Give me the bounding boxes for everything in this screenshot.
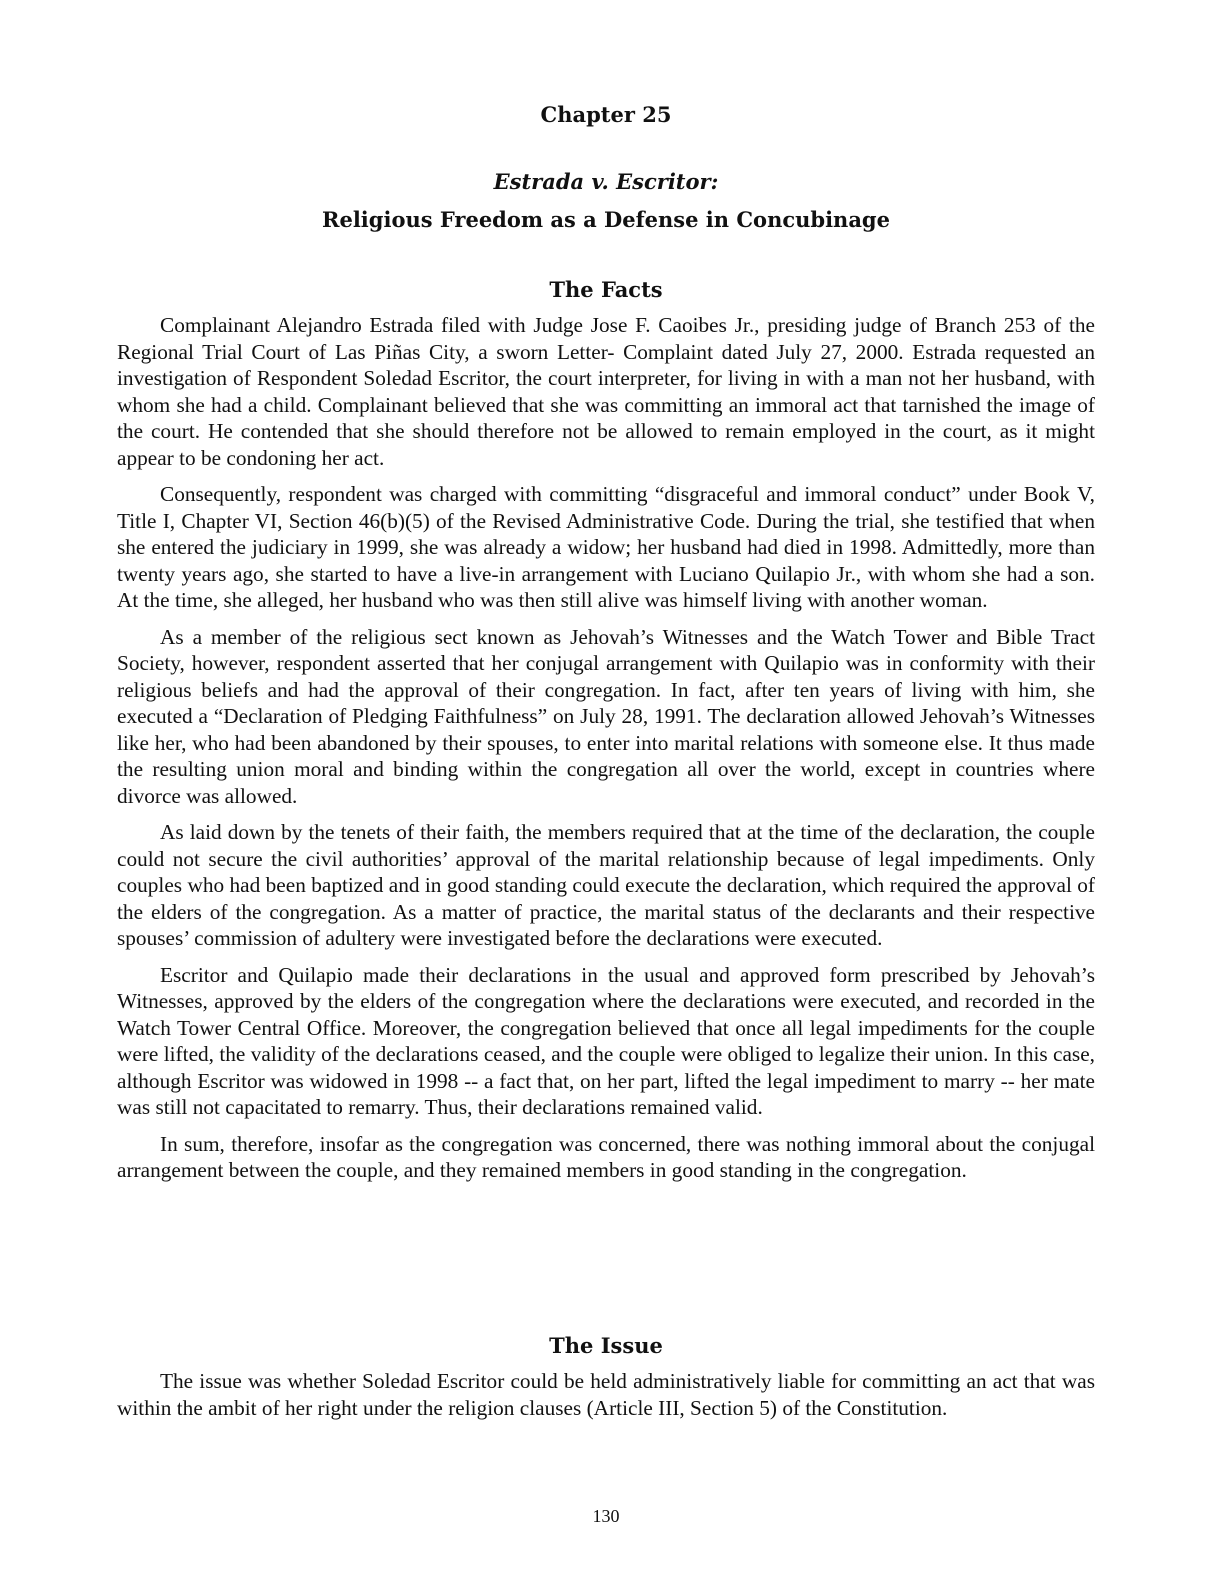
chapter-subtitle: Religious Freedom as a Defense in Concubinage xyxy=(322,207,890,232)
paragraph: Escritor and Quilapio made their declarations in the usual and approved form prescribed by Jehovah’s Witnesses, approved by the elders of the congregation where the declarations were executed, and recorded in the Watch Tower Central Office. Moreover, the congregation believed that once all legal impediments for the couple were lifted, the validity of the declarations ceased, and the couple were obliged to legalize their union. In this case, although Escritor was widowed in 1998 -- a fact that, on her part, lifted the legal impediment to marry -- her mate was still not capacitated to remarry. Thus, their declarations remained valid. xyxy=(117,962,1095,1119)
case-title: Estrada v. Escritor: xyxy=(493,169,719,194)
chapter-heading: Chapter 25 xyxy=(540,102,672,127)
page-number: 130 xyxy=(592,1506,620,1526)
paragraph: As laid down by the tenets of their faith, the members required that at the time of the declaration, the couple could not secure the civil authorities’ approval of the marital relationship because of legal impediments. Only couples who had been baptized and in good standing could execute the declaration, which required the approval of the elders of the congregation. As a matter of practice, the marital status of the declarants and their respective spouses’ commission of adultery were investigated before the declarations were executed. xyxy=(117,820,1095,950)
paragraph: The issue was whether Soledad Escritor could be held administratively liable for committing an act that was within the ambit of her right under the religion clauses (Article III, Section 5) of the Constitution. xyxy=(117,1369,1095,1420)
document-page xyxy=(117,0,1095,1584)
section-the-facts xyxy=(117,276,1095,1194)
section-heading: The Facts xyxy=(549,277,663,302)
paragraph: Consequently, respondent was charged with committing “disgraceful and immoral conduct” under Book V, Title I, Chapter VI, Section 46(b)(5) of the Revised Administrative Code. During the trial, she testified that when she entered the judiciary in 1999, she was already a widow; her husband had died in 1998. Admittedly, more than twenty years ago, she started to have a live-in arrangement with Luciano Quilapio Jr., with whom she had a son. At the time, she alleged, her husband who was then still alive was himself living with another woman. xyxy=(117,482,1095,612)
section-the-issue xyxy=(117,1332,1095,1431)
paragraph: Complainant Alejandro Estrada filed with Judge Jose F. Caoibes Jr., presiding judge of Branch 253 of the Regional Trial Court of Las Piñas City, a sworn Letter- Complaint dated July 27, 2000. Estrada requested an investigation of Respondent Soledad Escritor, the court interpreter, for living in with a man not her husband, with whom she had a child. Complainant believed that she was committing an immoral act that tarnished the image of the court. He contended that she should therefore not be allowed to remain employed in the court, as it might appear to be condoning her act. xyxy=(117,313,1095,470)
section-heading: The Issue xyxy=(549,1333,663,1358)
paragraph: In sum, therefore, insofar as the congregation was concerned, there was nothing immoral about the conjugal arrangement between the couple, and they remained members in good standing in the congregation. xyxy=(117,1131,1095,1182)
paragraph: As a member of the religious sect known as Jehovah’s Witnesses and the Watch Tower and Bible Tract Society, however, respondent asserted that her conjugal arrangement with Quilapio was in conformity with their religious beliefs and had the approval of their congregation. In fact, after ten years of living with him, she executed a “Declaration of Pledging Faithfulness” on July 28, 1991. The declaration allowed Jehovah’s Witnesses like her, who had been abandoned by their spouses, to enter into marital relations with someone else. It thus made the resulting union moral and binding within the congregation all over the world, except in countries where divorce was allowed. xyxy=(117,624,1095,808)
